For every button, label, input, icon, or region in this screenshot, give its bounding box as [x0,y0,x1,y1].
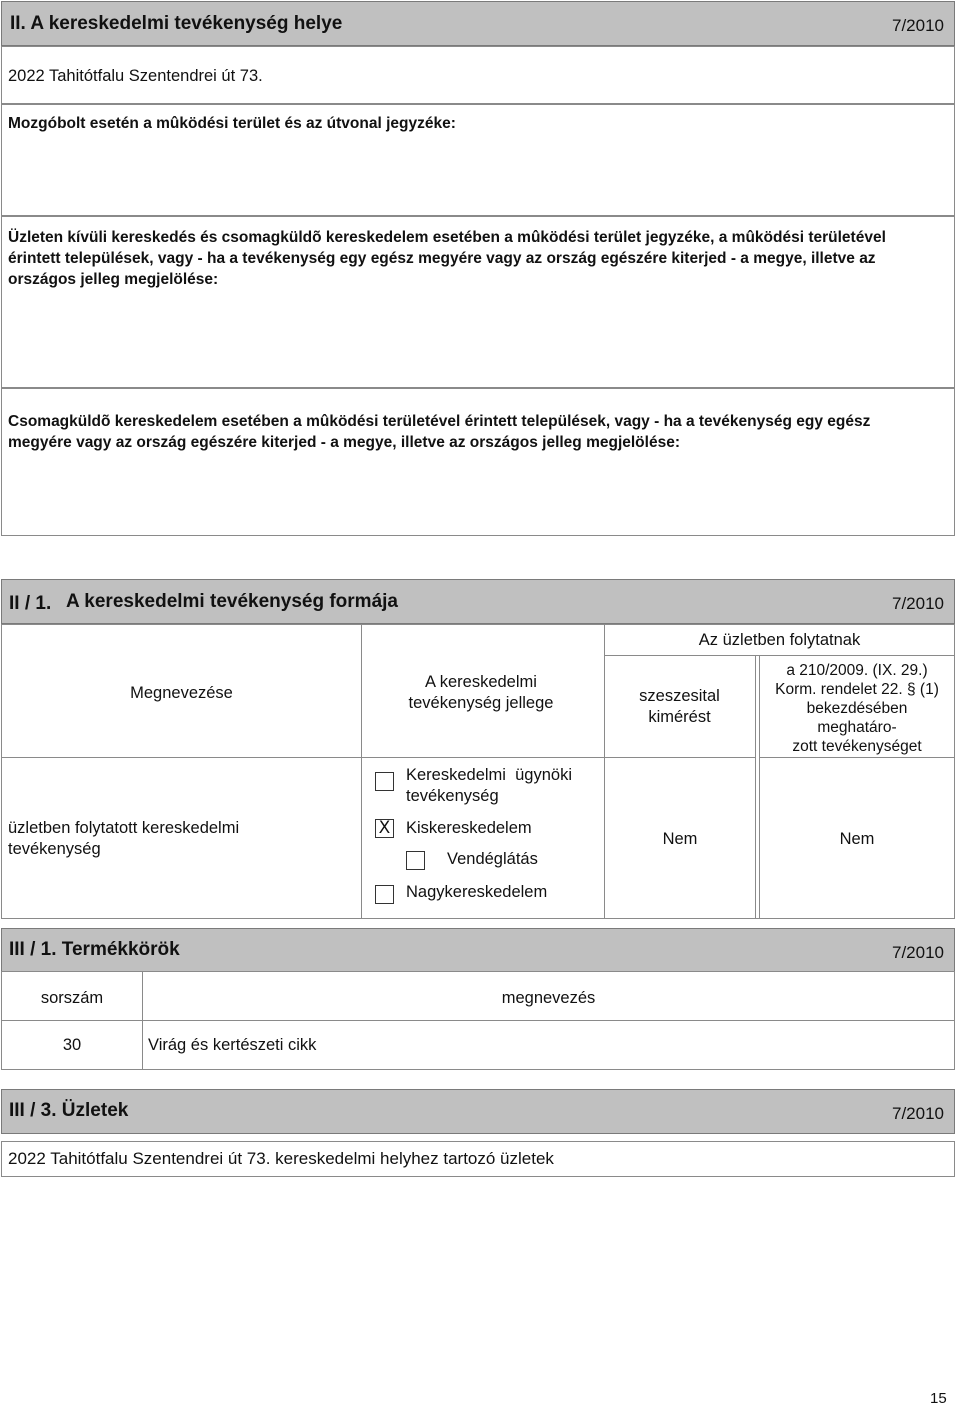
section-ii-code: 7/2010 [892,16,944,35]
col-decree-line1: a 210/2009. (IX. 29.) [786,662,928,679]
col-nature-label: A kereskedelmi tevékenység jellege [408,673,554,712]
col-decree-line3: bekezdésében [806,700,908,717]
outside-label: Üzleten kívüli kereskedés és csomagküldõ kereskedelem esetében a mûködési terület jegyzéke, a mûködési területével érintett települések, vagy - ha a tevékenység egy egész megyére vagy az ország egészére kiterjed - a megye, illetve az országos jelleg megjelölése: [8,229,886,288]
product-no: 30 [62,1036,82,1054]
row-name-cell [1,757,362,919]
section-sign: § [906,681,916,698]
option-agent-label: Kereskedelmi ügynöki tevékenység [406,766,577,805]
section-ii-header [1,1,955,46]
option-wholesale-label: Nagykereskedelem [406,883,548,901]
section-ii-title: II. A kereskedelmi tevékenység helye [10,13,343,34]
product-name: Virág és kertészeti cikk [148,1036,317,1054]
option-retail-label: Kiskereskedelem [406,819,532,837]
mail-label: Csomagküldõ kereskedelem esetében a mûködési területével érintett települések, vagy - ha a tevékenység egy egész megyére vagy az ország egészére kiterjed - a megye, illetve az országos jelleg megjelölése: [8,413,871,451]
row-decree-cell [759,757,955,919]
decree-value: Nem [839,830,875,848]
products-head-no [1,971,143,1021]
table-row [142,1020,955,1070]
section-iii1-title: III / 1. Termékkörök [9,939,180,960]
col-decree-header [759,655,955,758]
col-name-label: Megnevezése [130,684,233,702]
section-iii3-title: III / 3. Üzletek [9,1100,129,1121]
section-iii1-header [1,928,955,972]
col-nature-header [361,624,605,758]
address-text: 2022 Tahitótfalu Szentendrei út 73. [8,67,263,85]
shops-box [1,1141,955,1177]
col-alcohol-label: szeszesital kimérést [639,687,720,726]
section-ii1-prefix: II / 1. [9,593,52,614]
group-header-label: Az üzletben folytatnak [698,631,861,649]
row-name-text: üzletben folytatott kereskedelmi tevékenység [8,819,240,858]
shops-text: 2022 Tahitótfalu Szentendrei út 73. kereskedelmi helyhez tartozó üzletek [8,1149,554,1168]
col-alcohol-header [604,655,756,758]
col-name-header [1,624,362,758]
section-ii1-header [1,579,955,624]
checkbox-retail[interactable]: X [375,819,394,838]
section-iii3-code: 7/2010 [892,1104,944,1123]
products-head-name [142,971,955,1021]
row-nature-cell [361,757,605,919]
group-header [604,624,955,656]
checkbox-hospitality[interactable] [406,851,425,870]
page-number: 15 [930,1390,947,1407]
option-hospitality-label: Vendéglátás [447,850,538,868]
section-ii1-code: 7/2010 [892,594,944,613]
table-row [1,1020,143,1070]
checkbox-wholesale[interactable] [375,885,394,904]
section-ii1-title: A kereskedelmi tevékenység formája [66,591,398,612]
section-iii3-header [1,1089,955,1134]
col-decree-line2b: (1) [919,681,939,698]
mail-box [1,388,955,536]
outside-box [1,216,955,388]
row-alcohol-cell [604,757,756,919]
mobile-box [1,104,955,216]
col-decree-line2: Korm. rendelet 22. [775,681,903,698]
section-iii1-code: 7/2010 [892,943,944,962]
col-decree-line4: meghatáro- [817,719,897,736]
mobile-label: Mozgóbolt esetén a mûködési terület és az útvonal jegyzéke: [8,115,456,132]
alcohol-value: Nem [662,830,698,848]
col-no-label: sorszám [40,989,104,1007]
col-decree-line5: zott tevékenységet [792,738,922,755]
address-box [1,46,955,104]
checkbox-agent[interactable] [375,772,394,791]
col-product-name-label: megnevezés [501,989,596,1007]
